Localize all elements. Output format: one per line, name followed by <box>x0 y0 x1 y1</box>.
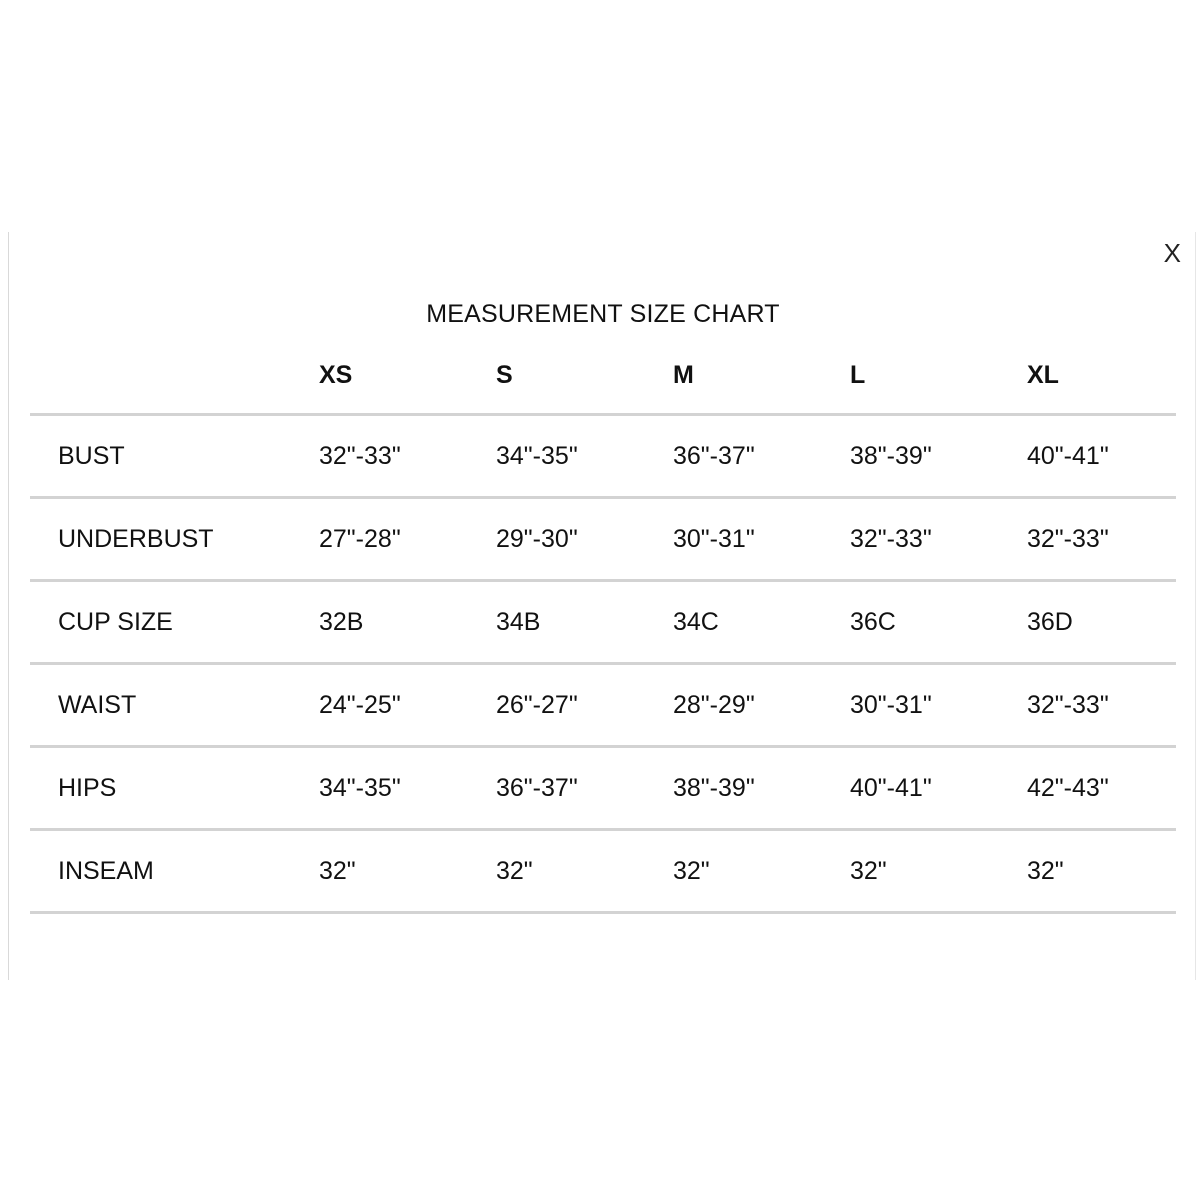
row-label: BUST <box>58 441 125 470</box>
size-header-xs: XS <box>319 361 353 389</box>
table-cell: 32"-33" <box>850 524 932 553</box>
table-cell: 34B <box>496 607 541 636</box>
table-cell: 30"-31" <box>673 524 755 553</box>
table-cell: 36"-37" <box>673 441 755 470</box>
table-row-inseam <box>30 831 1176 914</box>
table-cell: 34"-35" <box>496 441 578 470</box>
size-chart-modal <box>8 232 1196 980</box>
table-cell: 32B <box>319 607 364 636</box>
close-button[interactable]: X <box>1163 238 1181 268</box>
size-chart-title: MEASUREMENT SIZE CHART <box>426 300 780 328</box>
table-cell: 42"-43" <box>1027 773 1109 802</box>
table-cell: 27"-28" <box>319 524 401 553</box>
table-header-row <box>30 348 1176 416</box>
size-header-m: M <box>673 361 694 389</box>
table-cell: 30"-31" <box>850 690 932 719</box>
table-cell: 36D <box>1027 607 1073 636</box>
table-row-hips <box>30 748 1176 831</box>
table-cell: 26"-27" <box>496 690 578 719</box>
table-cell: 40"-41" <box>1027 441 1109 470</box>
table-cell: 32"-33" <box>319 441 401 470</box>
size-header-xl: XL <box>1027 361 1059 389</box>
table-cell: 38"-39" <box>673 773 755 802</box>
table-cell: 36"-37" <box>496 773 578 802</box>
table-cell: 32" <box>496 856 533 885</box>
table-row-cup-size <box>30 582 1176 665</box>
table-cell: 36C <box>850 607 896 636</box>
row-label: INSEAM <box>58 856 154 885</box>
table-cell: 32" <box>1027 856 1064 885</box>
row-label: CUP SIZE <box>58 607 173 636</box>
table-cell: 32"-33" <box>1027 690 1109 719</box>
table-row-underbust <box>30 499 1176 582</box>
row-label: HIPS <box>58 773 117 802</box>
table-row-waist <box>30 665 1176 748</box>
size-header-l: L <box>850 361 866 389</box>
table-cell: 34C <box>673 607 719 636</box>
row-label: WAIST <box>58 690 137 719</box>
table-cell: 32"-33" <box>1027 524 1109 553</box>
size-chart-table <box>30 348 1176 914</box>
table-cell: 28"-29" <box>673 690 755 719</box>
table-row-bust <box>30 416 1176 499</box>
row-label: UNDERBUST <box>58 524 214 553</box>
table-cell: 24"-25" <box>319 690 401 719</box>
table-cell: 32" <box>850 856 887 885</box>
table-cell: 38"-39" <box>850 441 932 470</box>
size-header-s: S <box>496 361 513 389</box>
table-cell: 34"-35" <box>319 773 401 802</box>
table-cell: 29"-30" <box>496 524 578 553</box>
table-cell: 32" <box>673 856 710 885</box>
table-cell: 40"-41" <box>850 773 932 802</box>
table-cell: 32" <box>319 856 356 885</box>
